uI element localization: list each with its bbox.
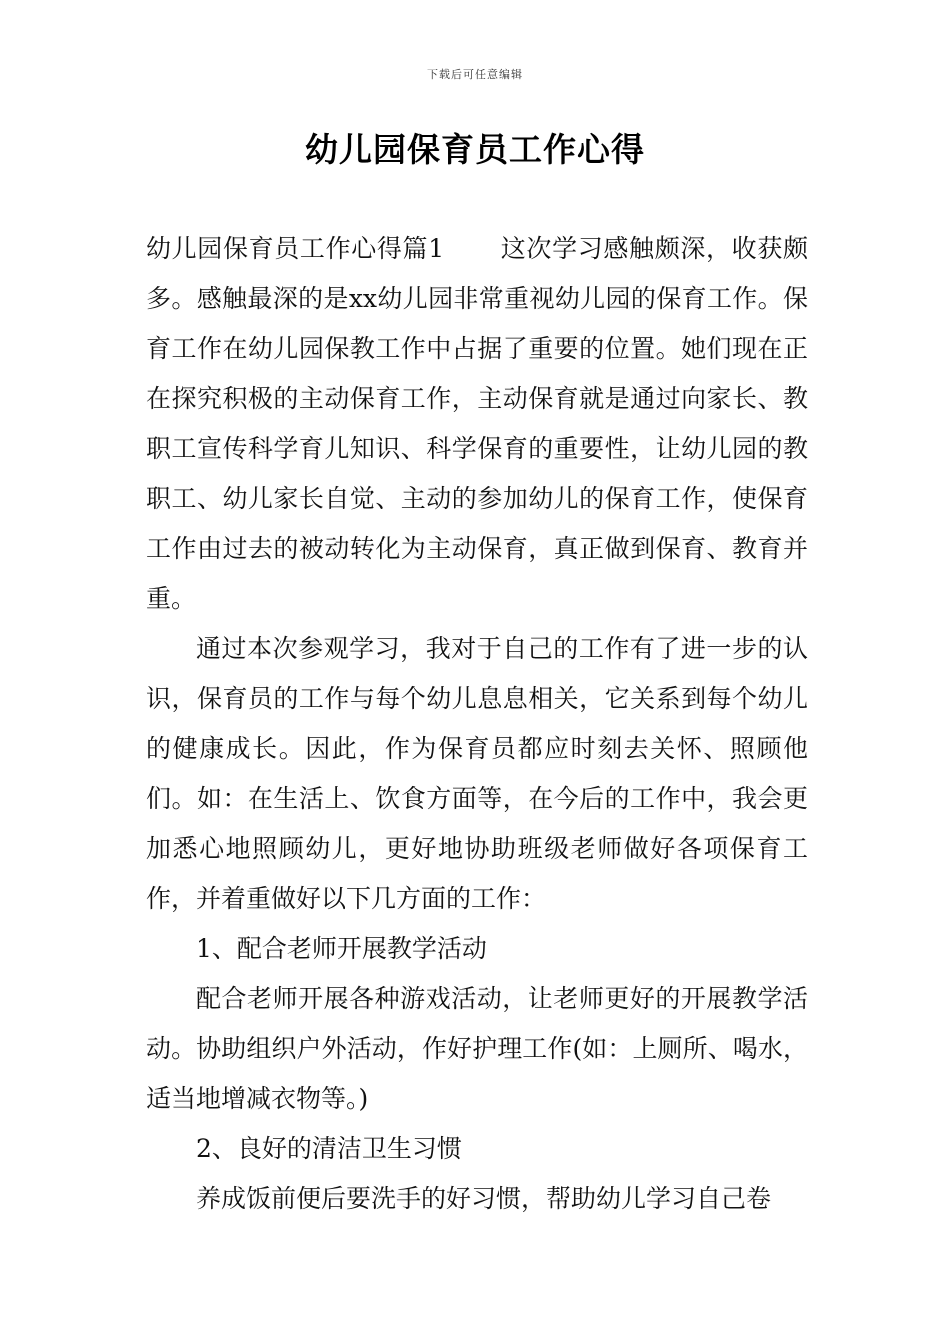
paragraph-4: 养成饭前便后要洗手的好习惯，帮助幼儿学习自己卷 — [196, 1184, 772, 1213]
section-heading-1: 1、配合老师开展教学活动 — [196, 934, 487, 963]
paragraph-1-body: 这次学习感触颇深，收获颇多。感触最深的是xx幼儿园非常重视幼儿园的保育工作。保育工作在幼儿园保教工作中占据了重要的位置。她们现在正在探究积极的主动保育工作，主动保育就是通过向家长、教职工宣传科学育儿知识、科学保育的重要性，让幼儿园的教职工、幼儿家长自觉、主动的参加幼儿的保育工作，使保育工作由过去的被动转化为主动保育，真正做到保育、教育并重。 — [146, 234, 808, 613]
document-title: 幼儿园保育员工作心得 — [305, 130, 645, 169]
paragraph-3: 配合老师开展各种游戏活动，让老师更好的开展教学活动。协助组织户外活动，作好护理工作(如：上厕所、喝水，适当地增减衣物等。) — [146, 984, 808, 1113]
header-note: 下载后可任意编辑 — [427, 68, 523, 81]
section-heading-2: 2、良好的清洁卫生习惯 — [196, 1134, 462, 1163]
paragraph-1 — [146, 224, 808, 624]
document-body — [146, 224, 808, 1224]
paragraph-1-lead: 幼儿园保育员工作心得篇1 — [146, 234, 445, 263]
paragraph-2: 通过本次参观学习，我对于自己的工作有了进一步的认识，保育员的工作与每个幼儿息息相关，它关系到每个幼儿的健康成长。因此，作为保育员都应时刻去关怀、照顾他们。如：在生活上、饮食方面等，在今后的工作中，我会更加悉心地照顾幼儿，更好地协助班级老师做好各项保育工作，并着重做好以下几方面的工作： — [146, 634, 808, 913]
